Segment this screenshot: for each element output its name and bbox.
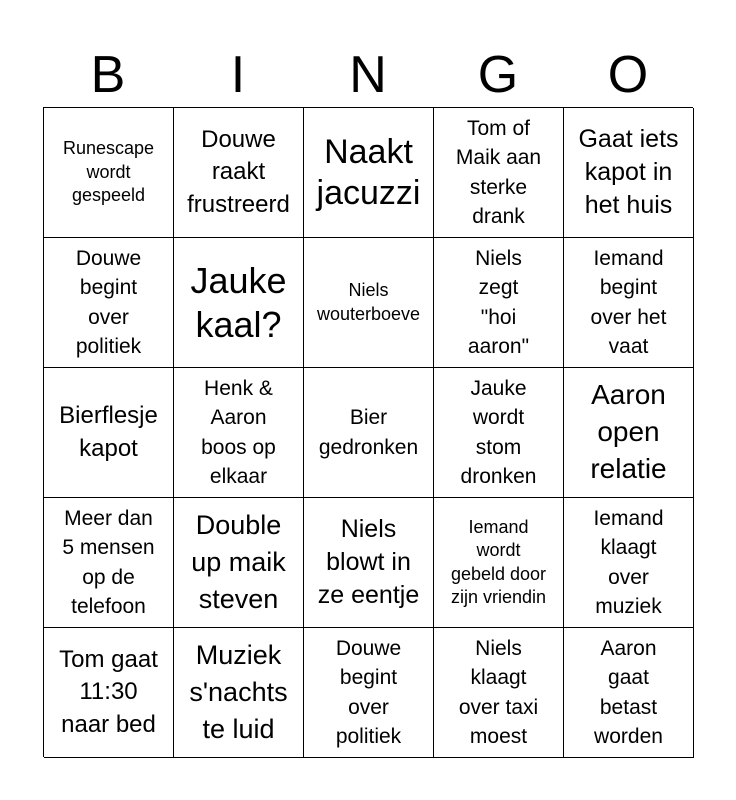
- cell-text: Tom of Maik aan sterke drank: [455, 116, 542, 228]
- header-letter-b: B: [90, 46, 126, 104]
- header-letter-i: I: [230, 46, 246, 104]
- cell-text: Iemand wordt gebeld door zijn vriendin: [450, 516, 547, 607]
- cell-text: Double up maik steven: [191, 509, 286, 615]
- cell-text: Runescape wordt gespeeld: [62, 138, 155, 206]
- bingo-cell[interactable]: [304, 498, 434, 628]
- bingo-cell[interactable]: [564, 628, 694, 758]
- cell-text: Aaron gaat betast worden: [594, 636, 663, 748]
- bingo-cell[interactable]: [564, 368, 694, 498]
- cell-text: Niels zegt "hoi aaron": [467, 246, 530, 358]
- header-letter-o: O: [607, 46, 649, 104]
- bingo-cell[interactable]: [44, 368, 174, 498]
- bingo-cell[interactable]: [44, 628, 174, 758]
- bingo-cell[interactable]: [174, 628, 304, 758]
- cell-text: Niels blowt in ze eentje: [317, 514, 420, 610]
- header-letter-g: G: [477, 46, 519, 104]
- bingo-cell[interactable]: [434, 238, 564, 368]
- cell-text: Jauke kaal?: [190, 260, 287, 345]
- bingo-cell[interactable]: [44, 498, 174, 628]
- bingo-cell[interactable]: [174, 238, 304, 368]
- bingo-cell[interactable]: [44, 108, 174, 238]
- bingo-cell[interactable]: [564, 498, 694, 628]
- cell-text: Bier gedronken: [318, 406, 419, 459]
- cell-text: Iemand klaagt over muziek: [593, 506, 664, 618]
- bingo-cell[interactable]: [434, 628, 564, 758]
- cell-text: Jauke wordt stom dronken: [460, 376, 537, 488]
- bingo-cell[interactable]: [434, 368, 564, 498]
- cell-text: Aaron open relatie: [590, 379, 667, 484]
- cell-text: Muziek s'nachts te luid: [189, 639, 288, 745]
- cell-text: Gaat iets kapot in het huis: [578, 124, 679, 220]
- cell-text: Henk & Aaron boos op elkaar: [201, 376, 276, 488]
- cell-text: Naakt jacuzzi: [316, 133, 421, 212]
- bingo-cell[interactable]: [174, 108, 304, 238]
- cell-text: Iemand begint over het vaat: [590, 246, 667, 358]
- bingo-cell[interactable]: [44, 238, 174, 368]
- cell-text: Bierflesje kapot: [59, 402, 158, 462]
- bingo-cell[interactable]: [434, 108, 564, 238]
- cell-text: Niels klaagt over taxi moest: [458, 636, 539, 748]
- cell-text: Meer dan 5 mensen op de telefoon: [62, 506, 155, 618]
- bingo-cell[interactable]: [564, 108, 694, 238]
- bingo-cell[interactable]: [304, 238, 434, 368]
- header-letter-n: N: [349, 46, 387, 104]
- bingo-cell[interactable]: [174, 368, 304, 498]
- bingo-cell[interactable]: [174, 498, 304, 628]
- cell-text: Tom gaat 11:30 naar bed: [59, 645, 158, 738]
- bingo-cell[interactable]: [304, 108, 434, 238]
- bingo-grid: [43, 107, 693, 757]
- bingo-cell[interactable]: [564, 238, 694, 368]
- cell-text: Douwe begint over politiek: [75, 246, 142, 358]
- bingo-cell[interactable]: [304, 368, 434, 498]
- cell-text: Niels wouterboeve: [316, 280, 421, 324]
- cell-text: Douwe begint over politiek: [335, 636, 402, 748]
- bingo-header: [43, 44, 693, 106]
- bingo-cell[interactable]: [304, 628, 434, 758]
- cell-text: Douwe raakt frustreerd: [187, 125, 290, 218]
- bingo-cell[interactable]: [434, 498, 564, 628]
